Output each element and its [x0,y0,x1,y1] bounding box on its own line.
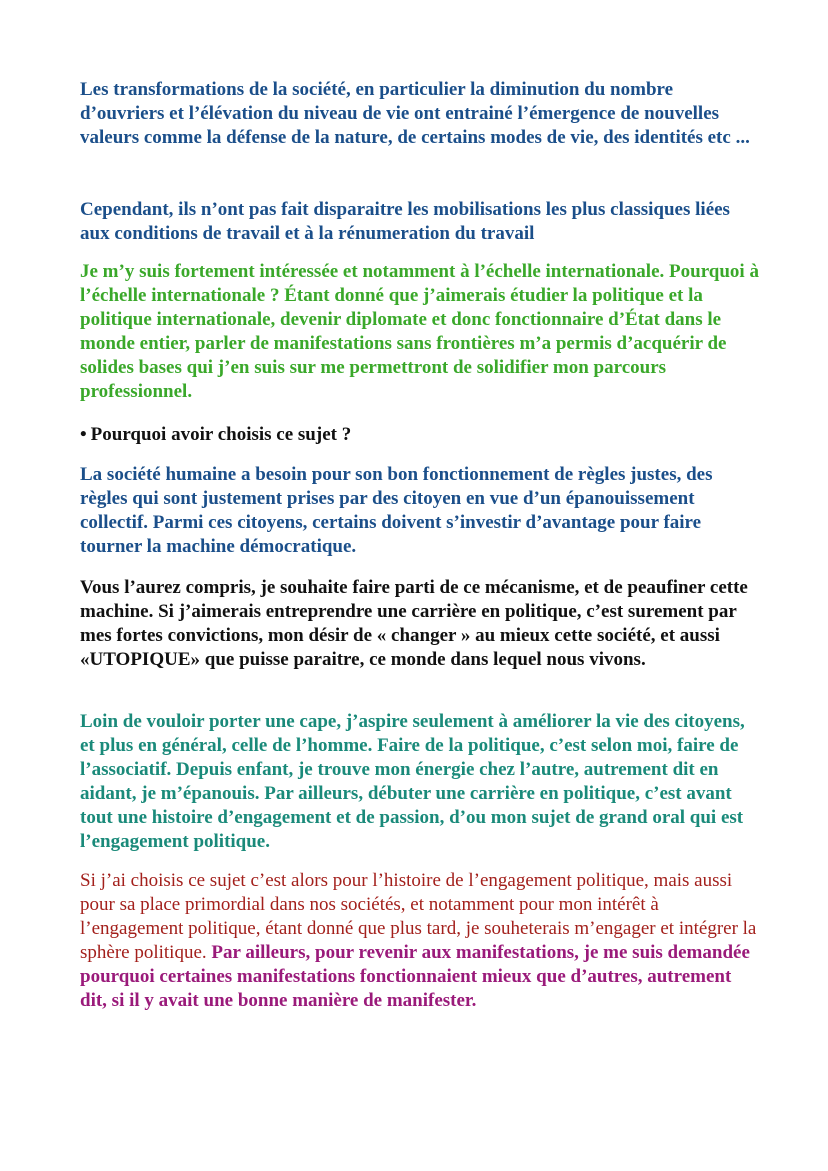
bullet-question [80,423,760,447]
paragraph-loin-de-vouloir: Loin de vouloir porter une cape, j’aspire seulement à améliorer la vie des citoyens, et plus en général, celle de l’homme. Faire de la politique, c’est selon moi, faire de l’associatif. Depuis enfant, je trouve mon énergie chez l’autre, autrement dit en aidant, je m’épanouis. Par ailleurs, débuter une carrière en politique, c’est avant tout une histoire d’engagement et de passion, d’ou mon sujet de grand oral qui est l’engagement politique. [80,711,745,852]
paragraph-sujet-regular: Si j’ai choisis ce sujet c’est alors pour l’histoire de l’engagement politique, mais aussi pour sa place primordial dans nos sociétés, et notamment pour mon intérêt à l’engagement politique, étant donné que plus tard, je souheterais m’engager et intégrer la sphère politique. [80,870,757,963]
paragraph-societe-humaine: La société humaine a besoin pour son bon fonctionnement de règles justes, des règles qui sont justement prises par des citoyen en vue d’un épanouissement collectif. Parmi ces citoyens, certains doivent s’investir d’avantage pour faire tourner la machine démocratique. [80,464,713,557]
paragraph-echelle-internationale: Je m’y suis fortement intéressée et notamment à l’échelle internationale. Pourquoi à l’échelle internationale ? Étant donné que j’aimerais étudier la politique et la politique internationale, devenir diplomate et donc fonctionnaire d’État dans le monde entier, parler de manifestations sans frontières m’a permis d’acquérir de solides bases qui j’en suis sur me permettront de solidifier mon parcours professionnel. [80,261,759,402]
paragraph-cependant: Cependant, ils n’ont pas fait disparaitre les mobilisations les plus classiques liées aux conditions de travail et à la rénumeration du travail [80,199,730,244]
paragraph-sujet-choisi [80,869,760,1013]
bullet-question-text: Pourquoi avoir choisis ce sujet ? [90,424,352,445]
paragraph-transformations: Les transformations de la société, en particulier la diminution du nombre d’ouvriers et l’élévation du niveau de vie ont entrainé l’émergence de nouvelles valeurs comme la défense de la nature, de certains modes de vie, des identités etc ... [80,79,750,148]
bullet-icon: • [80,424,87,445]
paragraph-sujet-bold: Par ailleurs, pour revenir aux manifestations, je me suis demandée pourquoi certaines manifestations fonctionnaient mieux que d’autres, autrement dit, si il y avait une bonne manière de manifester. [80,942,750,1011]
paragraph-vous-laurez-compris: Vous l’aurez compris, je souhaite faire parti de ce mécanisme, et de peaufiner cette machine. Si j’aimerais entreprendre une carrière en politique, c’est surement par mes fortes convictions, mon désir de « changer » au mieux cette société, et aussi «UTOPIQUE» que puisse paraitre, ce monde dans lequel nous vivons. [80,577,748,670]
